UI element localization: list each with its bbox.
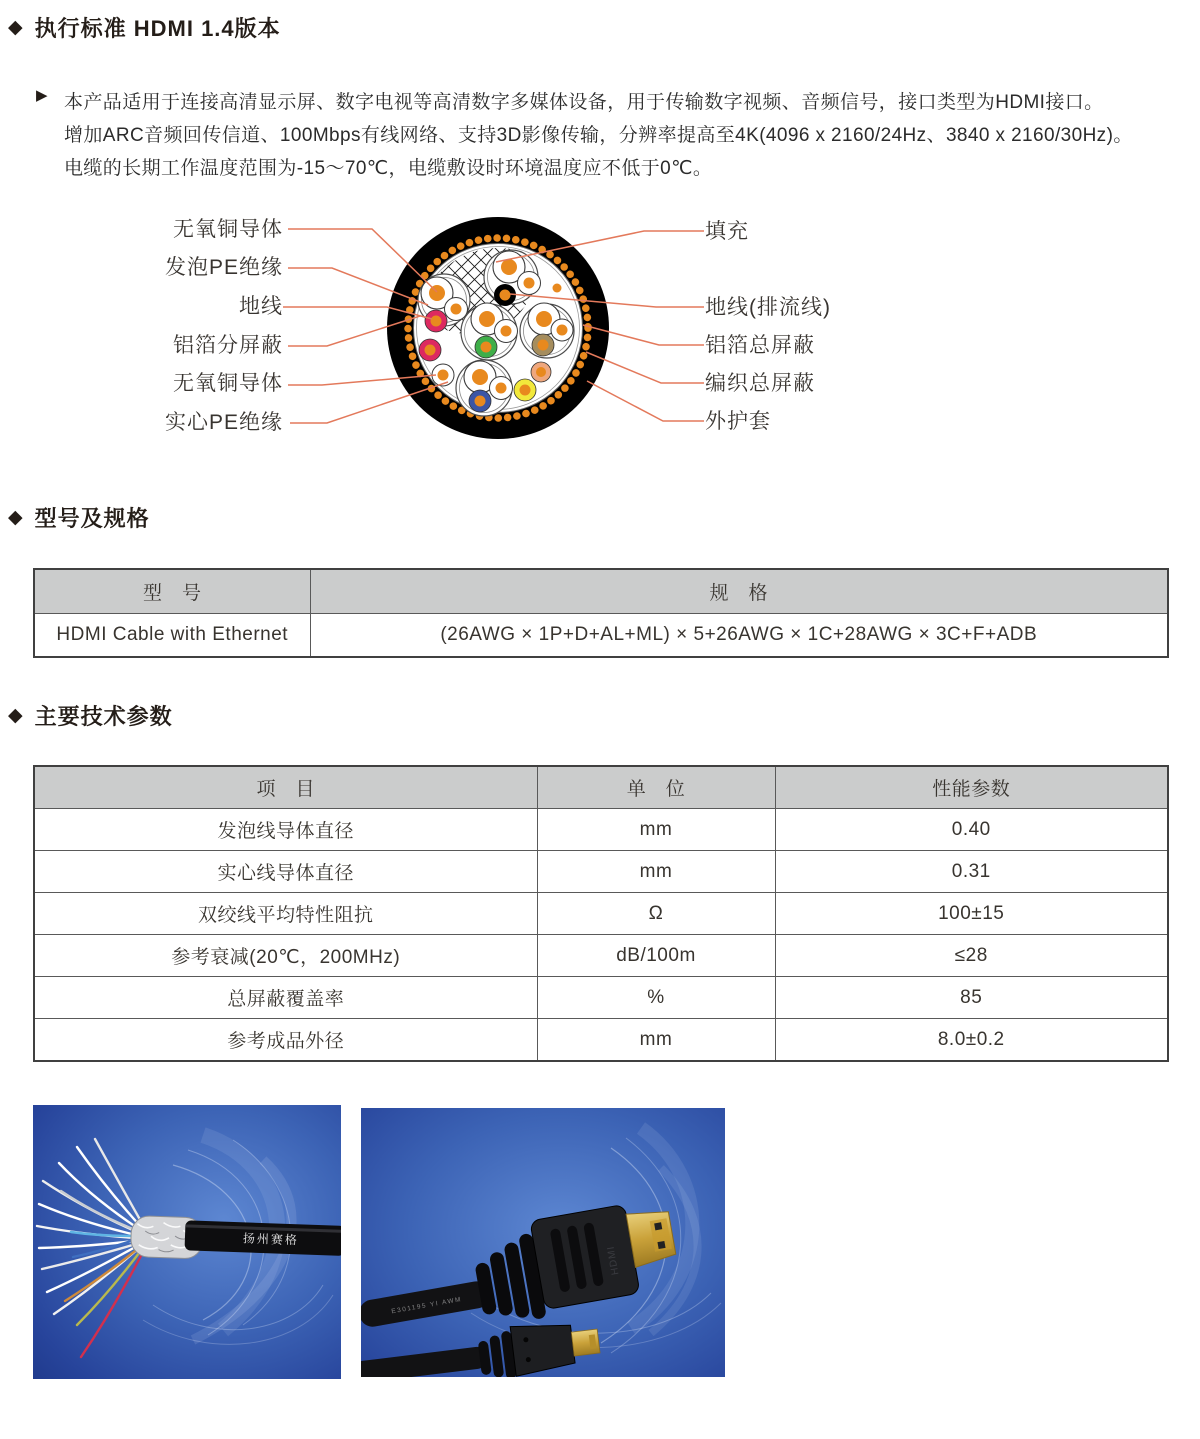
param-unit: % — [537, 977, 775, 1019]
param-item: 发泡线导体直径 — [34, 809, 537, 851]
param-unit: mm — [537, 1019, 775, 1062]
diagram-label-right: 地线(排流线) — [705, 296, 831, 319]
section-title-model — [8, 502, 150, 533]
connector-body — [530, 1204, 640, 1309]
param-value: ≤28 — [775, 935, 1168, 977]
param-item: 双绞线平均特性阻抗 — [34, 893, 537, 935]
spec-cell: (26AWG × 1P+D+AL+ML) × 5+26AWG × 1C+28AWG × 3C+F+ADB — [310, 614, 1168, 658]
connector-embossed-text: HDMI — [605, 1244, 622, 1276]
model-table-header: 规 格 — [310, 569, 1168, 614]
section-title-params — [8, 700, 173, 731]
triangle-bullet-icon: ▶ — [36, 87, 48, 104]
param-item: 实心线导体直径 — [34, 851, 537, 893]
param-item: 总屏蔽覆盖率 — [34, 977, 537, 1019]
table-row — [34, 809, 1168, 851]
params-table-header: 单 位 — [537, 766, 775, 809]
intro-line: 增加ARC音频回传信道、100Mbps有线网络、支持3D影像传输，分辨率提高至4K(4096 x 2160/24Hz、3840 x 2160/30Hz)。 — [64, 125, 1133, 146]
table-row — [34, 1019, 1168, 1062]
model-table — [33, 568, 1169, 658]
diagram-label-left: 无氧铜导体 — [173, 372, 283, 395]
param-unit: Ω — [537, 893, 775, 935]
diamond-icon: ◆ — [8, 17, 24, 38]
table-row — [34, 893, 1168, 935]
cable-brand-text: 扬州赛格 — [242, 1231, 300, 1248]
photo-hdmi-connectors — [361, 1108, 725, 1377]
diagram-label-right: 填充 — [705, 220, 749, 243]
section-title-standard-text: 执行标准 HDMI 1.4版本 — [34, 16, 281, 41]
intro-line: 电缆的长期工作温度范围为-15～70℃，电缆敷设时环境温度应不低于0℃。 — [64, 158, 713, 179]
table-row — [34, 851, 1168, 893]
diagram-label-left: 地线 — [239, 295, 283, 318]
cross-section-diagram — [0, 205, 1200, 470]
table-row — [34, 935, 1168, 977]
param-unit: mm — [537, 851, 775, 893]
params-table-header: 项 目 — [34, 766, 537, 809]
diagram-label-left: 无氧铜导体 — [173, 218, 283, 241]
param-value: 0.31 — [775, 851, 1168, 893]
param-value: 100±15 — [775, 893, 1168, 935]
cable-jacket — [185, 1220, 341, 1256]
model-cell: HDMI Cable with Ethernet — [34, 614, 310, 658]
param-value: 85 — [775, 977, 1168, 1019]
cable-print-text: E301195 YI AWM — [390, 1296, 463, 1316]
diagram-label-right: 铝箔总屏蔽 — [705, 334, 815, 357]
param-item: 参考成品外径 — [34, 1019, 537, 1062]
intro-line: 本产品适用于连接高清显示屏、数字电视等高清数字多媒体设备，用于传输数字视频、音频信号，接口类型为HDMI接口。 — [64, 92, 1104, 113]
stripped-cable-illustration — [33, 1105, 341, 1379]
diagram-label-left: 发泡PE绝缘 — [164, 256, 283, 279]
section-title-standard — [8, 12, 281, 43]
section-title-model-text: 型号及规格 — [34, 506, 150, 531]
params-table — [33, 765, 1169, 1062]
diagram-label-left: 实心PE绝缘 — [164, 411, 283, 434]
section-title-params-text: 主要技术参数 — [34, 704, 173, 729]
cable-cross-section-drawing — [280, 205, 710, 470]
photo-stripped-cable — [33, 1105, 341, 1379]
table-row — [34, 614, 1168, 658]
diagram-label-right: 外护套 — [705, 410, 771, 433]
diagram-label-left: 铝箔分屏蔽 — [173, 334, 283, 357]
table-row — [34, 977, 1168, 1019]
drain-wire — [494, 284, 516, 306]
param-value: 8.0±0.2 — [775, 1019, 1168, 1062]
model-table-header: 型 号 — [34, 569, 310, 614]
diamond-icon: ◆ — [8, 507, 24, 528]
param-value: 0.40 — [775, 809, 1168, 851]
param-unit: mm — [537, 809, 775, 851]
diagram-label-right: 编织总屏蔽 — [705, 372, 815, 395]
param-unit: dB/100m — [537, 935, 775, 977]
pair-group — [520, 303, 574, 358]
diamond-icon: ◆ — [8, 705, 24, 726]
pair-group — [456, 360, 513, 416]
hdmi-connectors-illustration — [361, 1108, 725, 1377]
param-item: 参考衰减(20℃，200MHz) — [34, 935, 537, 977]
params-table-header: 性能参数 — [775, 766, 1168, 809]
